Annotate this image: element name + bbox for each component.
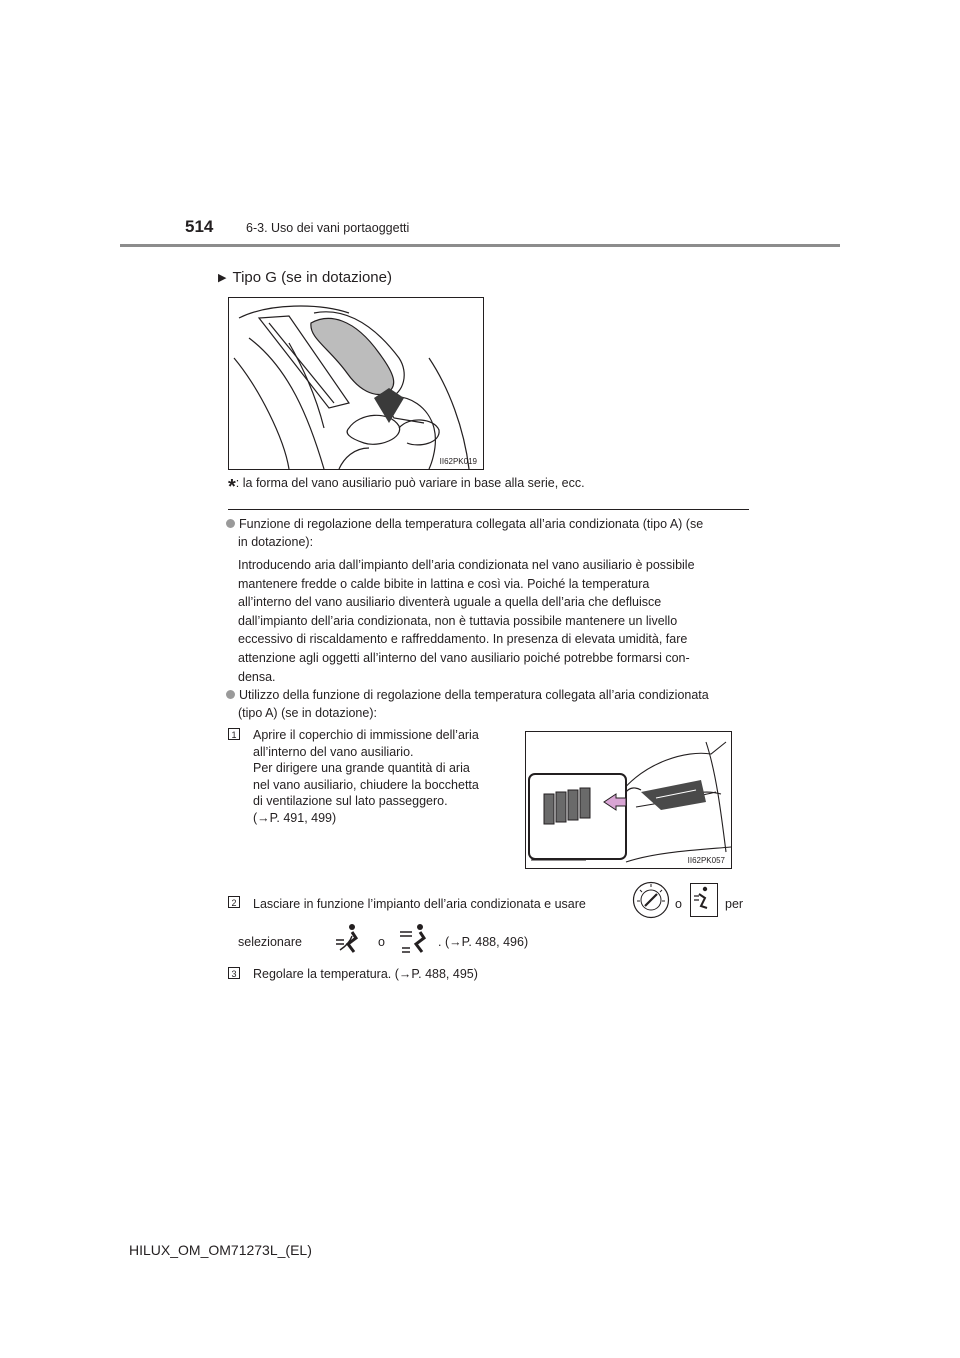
step-1-text (253, 727, 505, 826)
air-intake-illustration (526, 732, 731, 868)
bullet-title-cont: in dotazione): (238, 535, 314, 549)
body-line: attenzione agli oggetti all’interno del vano ausiliario poiché potrebbe formarsi con- (238, 650, 690, 665)
section-title: 6-3. Uso dei vani portaoggetti (246, 221, 410, 235)
bullet-item (226, 515, 750, 551)
step-2-text-a: Lasciare in funzione l’impianto dell’aria condizionata e usare (253, 897, 586, 911)
bullet-body (238, 556, 746, 686)
footnote (228, 476, 585, 499)
bullet-title: Funzione di regolazione della temperatura collegata all’aria condizionata (tipo A) (se (239, 517, 704, 531)
step-number-3: 3 (228, 967, 240, 979)
step-line: (→P. 491, 499) (253, 810, 337, 825)
airflow-feet-icon (690, 883, 718, 917)
figure-code: II62PK019 (439, 457, 477, 466)
bullet-dot-icon (226, 519, 235, 528)
bullet-title: Utilizzo della funzione di regolazione della temperatura collegata all’aria condizionata (239, 688, 709, 702)
bullet-item (226, 686, 750, 722)
document-code: HILUX_OM_OM71273L_(EL) (129, 1242, 312, 1258)
bullet-title-cont: (tipo A) (se in dotazione): (238, 706, 377, 720)
divider-line (228, 509, 749, 510)
step-2-select: selezionare (238, 935, 302, 949)
mode-dial-icon (632, 881, 670, 919)
airflow-feet-seat-icon (332, 922, 366, 956)
header-rule (120, 244, 840, 247)
airflow-face-feet-icon (396, 922, 432, 956)
step-line: nel vano ausiliario, chiudere la bocchetta (253, 777, 479, 792)
step-number-1: 1 (228, 728, 240, 740)
triangle-marker-icon: ▶ (218, 272, 227, 284)
step-2-ref: . (→P. 488, 496) (438, 935, 529, 949)
bullet-dot-icon (226, 690, 235, 699)
body-line: dall’impianto dell’aria condizionata, non è tuttavia possibile mantenere un livello (238, 613, 678, 628)
figure-console-tray (228, 297, 484, 470)
step-line: di ventilazione sul lato passeggero. (253, 794, 448, 808)
body-line: all’interno del vano ausiliario diventerà uguale a quella dell’aria che defluisce (238, 595, 662, 610)
step-2-per: per (725, 897, 744, 911)
step-line: Aprire il coperchio di immissione dell’aria (253, 728, 479, 742)
figure-code: II62PK057 (687, 856, 725, 865)
body-line: eccessivo di riscaldamento e raffreddamento. In presenza di elevata umidità, fare (238, 632, 688, 647)
step-number-2: 2 (228, 896, 240, 908)
body-line: Introducendo aria dall’impianto dell’aria condizionata nel vano ausiliario è possibile (238, 558, 695, 572)
step-line: all’interno del vano ausiliario. (253, 744, 414, 759)
step-line: Per dirigere una grande quantità di aria (253, 761, 470, 775)
step-2-or: o (675, 897, 682, 911)
figure-air-intake (525, 731, 732, 869)
step-2-or-2: o (378, 935, 385, 949)
subheading (218, 269, 392, 286)
step-3-text: Regolare la temperatura. (→P. 488, 495) (253, 967, 478, 981)
asterisk: * (228, 476, 236, 498)
footnote-text: : la forma del vano ausiliario può variare in base alla serie, ecc. (235, 476, 585, 490)
body-line: mantenere fredde o calde bibite in lattina e così via. Poiché la temperatura (238, 576, 650, 591)
page-number: 514 (185, 217, 214, 236)
subheading-text: Tipo G (se in dotazione) (232, 269, 392, 286)
console-illustration (229, 298, 483, 469)
body-line: densa. (238, 669, 276, 684)
